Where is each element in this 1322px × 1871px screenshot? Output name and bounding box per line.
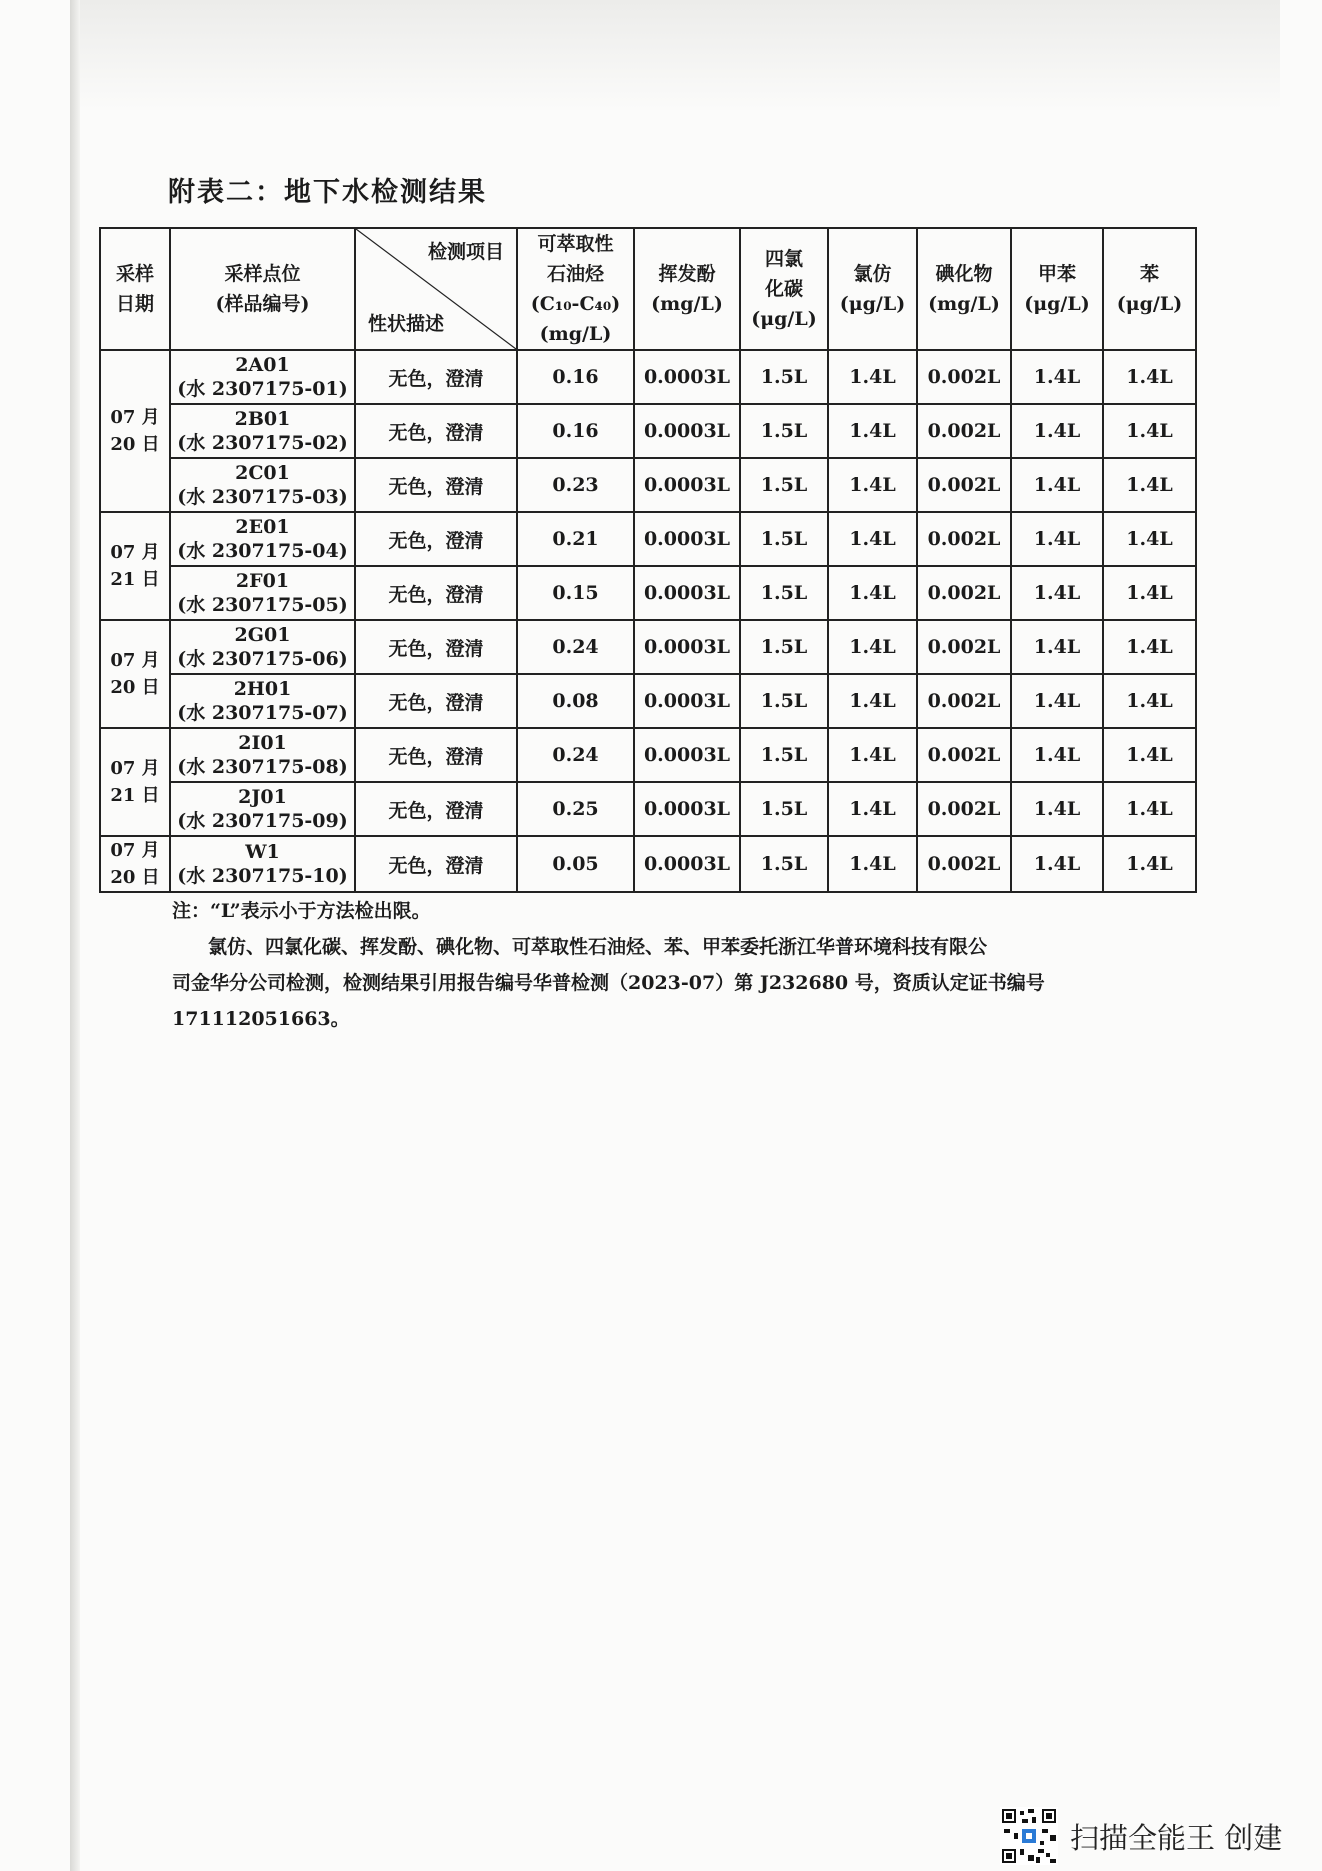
point-cell: 2C01 (水 2307175-03): [170, 458, 355, 512]
phenol-cell: 0.0003L: [634, 458, 740, 512]
table-row: [100, 782, 1196, 836]
col-point-header: 采样点位 (样品编号): [170, 228, 355, 350]
desc-cell: 无色，澄清: [355, 404, 517, 458]
iodide-cell: 0.002L: [917, 620, 1011, 674]
table-row: [100, 458, 1196, 512]
date-cell: 07 月 21 日: [100, 512, 170, 620]
ccl4-cell: 1.5L: [740, 350, 828, 404]
desc-cell: 无色，澄清: [355, 674, 517, 728]
iodide-cell: 0.002L: [917, 728, 1011, 782]
c10c40-cell: 0.05: [517, 836, 634, 892]
chloroform-cell: 1.4L: [828, 350, 917, 404]
table-row: [100, 620, 1196, 674]
chloroform-cell: 1.4L: [828, 620, 917, 674]
date-cell: 07 月 20 日: [100, 350, 170, 512]
benzene-cell: 1.4L: [1103, 728, 1196, 782]
phenol-cell: 0.0003L: [634, 404, 740, 458]
table-row: [100, 728, 1196, 782]
ccl4-cell: 1.5L: [740, 458, 828, 512]
point-cell: 2I01 (水 2307175-08): [170, 728, 355, 782]
header-row: [100, 228, 1196, 350]
point-cell: 2H01 (水 2307175-07): [170, 674, 355, 728]
page-edge: [70, 0, 80, 1871]
desc-header-label: 性状描述: [368, 313, 445, 335]
iodide-cell: 0.002L: [917, 350, 1011, 404]
c10c40-cell: 0.16: [517, 404, 634, 458]
chloroform-cell: 1.4L: [828, 566, 917, 620]
iodide-cell: 0.002L: [917, 674, 1011, 728]
col-chloroform-header: 氯仿 (μg/L): [828, 228, 917, 350]
ccl4-cell: 1.5L: [740, 404, 828, 458]
note-subcontract-line3: 171112051663。: [172, 1008, 350, 1030]
phenol-cell: 0.0003L: [634, 350, 740, 404]
ccl4-cell: 1.5L: [740, 836, 828, 892]
toluene-cell: 1.4L: [1011, 566, 1103, 620]
item-header-label: 检测项目: [427, 241, 504, 263]
benzene-cell: 1.4L: [1103, 458, 1196, 512]
table-row: [100, 350, 1196, 404]
iodide-cell: 0.002L: [917, 836, 1011, 892]
col-iodide-header: 碘化物 (mg/L): [917, 228, 1011, 350]
benzene-cell: 1.4L: [1103, 674, 1196, 728]
phenol-cell: 0.0003L: [634, 620, 740, 674]
phenol-cell: 0.0003L: [634, 566, 740, 620]
ccl4-cell: 1.5L: [740, 620, 828, 674]
benzene-cell: 1.4L: [1103, 512, 1196, 566]
ccl4-cell: 1.5L: [740, 512, 828, 566]
note-limit: 注：“L”表示小于方法检出限。: [172, 900, 431, 922]
chloroform-cell: 1.4L: [828, 674, 917, 728]
note-subcontract-line2: 司金华分公司检测，检测结果引用报告编号华普检测（2023-07）第 J232680 号，资质认定证书编号: [172, 972, 1045, 994]
date-cell: 07 月 21 日: [100, 728, 170, 836]
toluene-cell: 1.4L: [1011, 728, 1103, 782]
phenol-cell: 0.0003L: [634, 836, 740, 892]
toluene-cell: 1.4L: [1011, 782, 1103, 836]
col-phenol-header: 挥发酚 (mg/L): [634, 228, 740, 350]
table-row: [100, 512, 1196, 566]
ccl4-cell: 1.5L: [740, 566, 828, 620]
table-row: [100, 566, 1196, 620]
iodide-cell: 0.002L: [917, 566, 1011, 620]
iodide-cell: 0.002L: [917, 782, 1011, 836]
table-row: [100, 836, 1196, 892]
toluene-cell: 1.4L: [1011, 458, 1103, 512]
c10c40-cell: 0.24: [517, 728, 634, 782]
chloroform-cell: 1.4L: [828, 782, 917, 836]
table-row: [100, 674, 1196, 728]
notes: [172, 893, 1132, 1037]
qr-code-icon: [1000, 1807, 1058, 1865]
point-cell: W1 (水 2307175-10): [170, 836, 355, 892]
col-desc-header: [355, 228, 517, 350]
benzene-cell: 1.4L: [1103, 620, 1196, 674]
c10c40-cell: 0.08: [517, 674, 634, 728]
phenol-cell: 0.0003L: [634, 728, 740, 782]
point-cell: 2F01 (水 2307175-05): [170, 566, 355, 620]
phenol-cell: 0.0003L: [634, 674, 740, 728]
date-cell: 07 月 20 日: [100, 836, 170, 892]
toluene-cell: 1.4L: [1011, 836, 1103, 892]
toluene-cell: 1.4L: [1011, 512, 1103, 566]
table-row: [100, 404, 1196, 458]
desc-cell: 无色，澄清: [355, 782, 517, 836]
c10c40-cell: 0.25: [517, 782, 634, 836]
chloroform-cell: 1.4L: [828, 512, 917, 566]
col-date-header: 采样 日期: [100, 228, 170, 350]
c10c40-cell: 0.23: [517, 458, 634, 512]
c10c40-cell: 0.24: [517, 620, 634, 674]
desc-cell: 无色，澄清: [355, 512, 517, 566]
col-c10c40-header: 可萃取性 石油烃 (C₁₀-C₄₀) (mg/L): [517, 228, 634, 350]
desc-cell: 无色，澄清: [355, 836, 517, 892]
desc-cell: 无色，澄清: [355, 350, 517, 404]
col-benzene-header: 苯 (μg/L): [1103, 228, 1196, 350]
toluene-cell: 1.4L: [1011, 350, 1103, 404]
watermark-text: 扫描全能王 创建: [1070, 1820, 1283, 1855]
c10c40-cell: 0.16: [517, 350, 634, 404]
desc-cell: 无色，澄清: [355, 458, 517, 512]
point-cell: 2J01 (水 2307175-09): [170, 782, 355, 836]
c10c40-cell: 0.15: [517, 566, 634, 620]
iodide-cell: 0.002L: [917, 512, 1011, 566]
phenol-cell: 0.0003L: [634, 782, 740, 836]
toluene-cell: 1.4L: [1011, 674, 1103, 728]
benzene-cell: 1.4L: [1103, 782, 1196, 836]
point-cell: 2G01 (水 2307175-06): [170, 620, 355, 674]
col-toluene-header: 甲苯 (μg/L): [1011, 228, 1103, 350]
desc-cell: 无色，澄清: [355, 566, 517, 620]
results-table: [99, 227, 1197, 893]
desc-cell: 无色，澄清: [355, 728, 517, 782]
desc-cell: 无色，澄清: [355, 620, 517, 674]
chloroform-cell: 1.4L: [828, 836, 917, 892]
chloroform-cell: 1.4L: [828, 404, 917, 458]
chloroform-cell: 1.4L: [828, 728, 917, 782]
scanner-watermark: [1000, 1806, 1282, 1866]
iodide-cell: 0.002L: [917, 404, 1011, 458]
ccl4-cell: 1.5L: [740, 782, 828, 836]
c10c40-cell: 0.21: [517, 512, 634, 566]
date-cell: 07 月 20 日: [100, 620, 170, 728]
col-ccl4-header: 四氯 化碳 (μg/L): [740, 228, 828, 350]
point-cell: 2A01 (水 2307175-01): [170, 350, 355, 404]
page-title: 附表二：地下水检测结果: [168, 177, 487, 208]
toluene-cell: 1.4L: [1011, 620, 1103, 674]
benzene-cell: 1.4L: [1103, 404, 1196, 458]
ccl4-cell: 1.5L: [740, 728, 828, 782]
benzene-cell: 1.4L: [1103, 566, 1196, 620]
phenol-cell: 0.0003L: [634, 512, 740, 566]
point-cell: 2B01 (水 2307175-02): [170, 404, 355, 458]
point-cell: 2E01 (水 2307175-04): [170, 512, 355, 566]
ccl4-cell: 1.5L: [740, 674, 828, 728]
iodide-cell: 0.002L: [917, 458, 1011, 512]
note-subcontract-line1: 氯仿、四氯化碳、挥发酚、碘化物、可萃取性石油烃、苯、甲苯委托浙江华普环境科技有限公: [208, 936, 988, 958]
scan-shadow: [80, 0, 1280, 110]
toluene-cell: 1.4L: [1011, 404, 1103, 458]
benzene-cell: 1.4L: [1103, 350, 1196, 404]
chloroform-cell: 1.4L: [828, 458, 917, 512]
benzene-cell: 1.4L: [1103, 836, 1196, 892]
